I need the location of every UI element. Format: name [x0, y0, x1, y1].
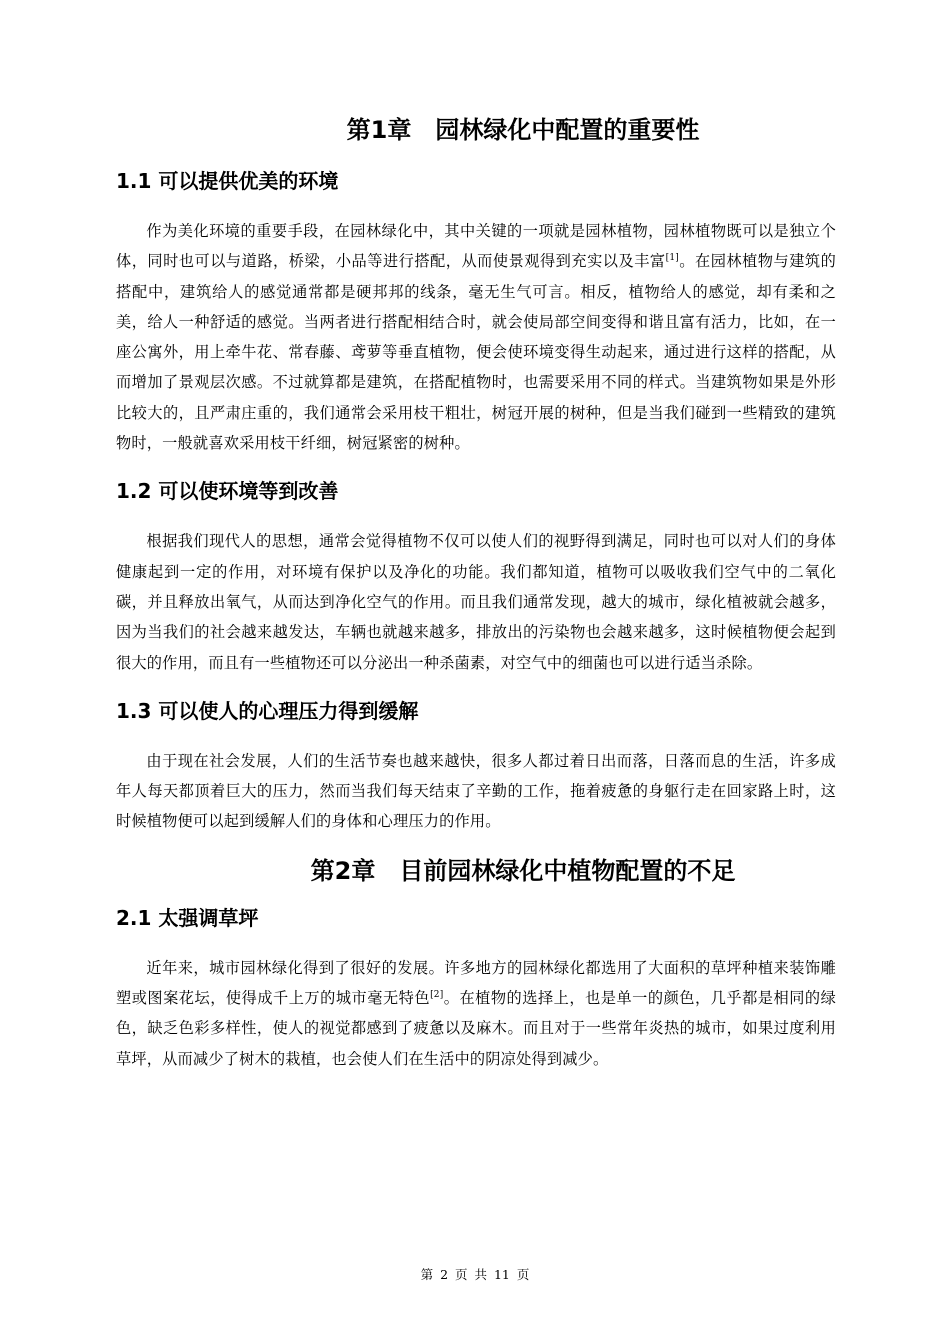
section-2-1-text-a: 近年来，城市园林绿化得到了很好的发展。许多地方的园林绿化都选用了大面积的草坪种植来装饰雕塑或图案花坛，使得成千上万的城市毫无特色 — [116, 958, 836, 1008]
section-2-1-paragraph — [116, 953, 836, 1074]
section-1-3-heading: 1.3 可以使人的心理压力得到缓解 — [116, 698, 419, 723]
section-1-2-heading: 1.2 可以使环境等到改善 — [116, 479, 339, 504]
chapter-2-title: 目前园林绿化中植物配置的不足 — [399, 856, 736, 885]
chapter-2-number: 第2章 — [310, 856, 376, 885]
section-1-1-text-a: 作为美化环境的重要手段，在园林绿化中，其中关键的一项就是园林植物，园林植物既可以是独立个体，同时也可以与道路，桥梁，小品等进行搭配，从而使景观得到充实以及丰富 — [116, 222, 836, 271]
citation-ref-2: [2] — [430, 990, 444, 1001]
chapter-1-number: 第1章 — [346, 116, 412, 144]
page-content — [116, 112, 836, 1074]
chapter-1-title: 园林绿化中配置的重要性 — [435, 116, 700, 144]
section-1-2-paragraph: 根据我们现代人的思想，通常会觉得植物不仅可以使人们的视野得到满足，同时也可以对人们的身体健康起到一定的作用，对环境有保护以及净化的功能。我们都知道，植物可以吸收我们空气中的二氧化碳，并且释放出氧气，从而达到净化空气的作用。而且我们通常发现，越大的城市，绿化植被就会越多，因为当我们的社会越来越发达，车辆也就越来越多，排放出的污染物也会越来越多，这时候植物便会起到很大的作用，而且有一些植物还可以分泌出一种杀菌素，对空气中的细菌也可以进行适当杀除。 — [116, 532, 836, 672]
citation-ref-1: [1] — [665, 253, 679, 264]
chapter-1-heading — [116, 112, 836, 148]
section-1-1-heading: 1.1 可以提供优美的环境 — [116, 169, 339, 193]
section-2-1-text-b: 。在植物的选择上，也是单一的颜色，几乎都是相同的绿色，缺乏色彩多样性，使人的视觉都感到了疲惫以及麻木。而且对于一些常年炎热的城市，如果过度利用草坪，从而减少了树木的栽植，也会使人们在生活中的阴凉处得到减少。 — [116, 989, 837, 1068]
section-1-3-paragraph: 由于现在社会发展，人们的生活节奏也越来越快，很多人都过着日出而落，日落而息的生活，许多成年人每天都顶着巨大的压力，然而当我们每天结束了辛勤的工作，拖着疲惫的身躯行走在回家路上时，这时候植物便可以起到缓解人们的身体和心理压力的作用。 — [116, 751, 836, 831]
section-1-1-paragraph — [116, 216, 836, 458]
section-2-1-heading: 2.1 太强调草坪 — [116, 905, 259, 930]
section-1-1-text-b: 。在园林植物与建筑的搭配中，建筑给人的感觉通常都是硬邦邦的线条，毫无生气可言。相反，植物给人的感觉，却有柔和之美，给人一种舒适的感觉。当两者进行搭配相结合时，就会使局部空间变得和谐且富有活力，比如，在一座公寓外，用上牵牛花、常春藤、鸢萝等垂直植物，便会使环境变得生动起来，通过进行这样的搭配，从而增加了景观层次感。不过就算都是建筑，在搭配植物时，也需要采用不同的样式。当建筑物如果是外形比较大的，且严肃庄重的，我们通常会采用枝干粗壮，树冠开展的树种，但是当我们碰到一些精致的建筑物时，一般就喜欢采用枝干纤细，树冠紧密的树种。 — [116, 252, 837, 453]
chapter-2-heading — [116, 853, 836, 889]
page-footer: 第 2 页 共 11 页 — [420, 1267, 530, 1282]
